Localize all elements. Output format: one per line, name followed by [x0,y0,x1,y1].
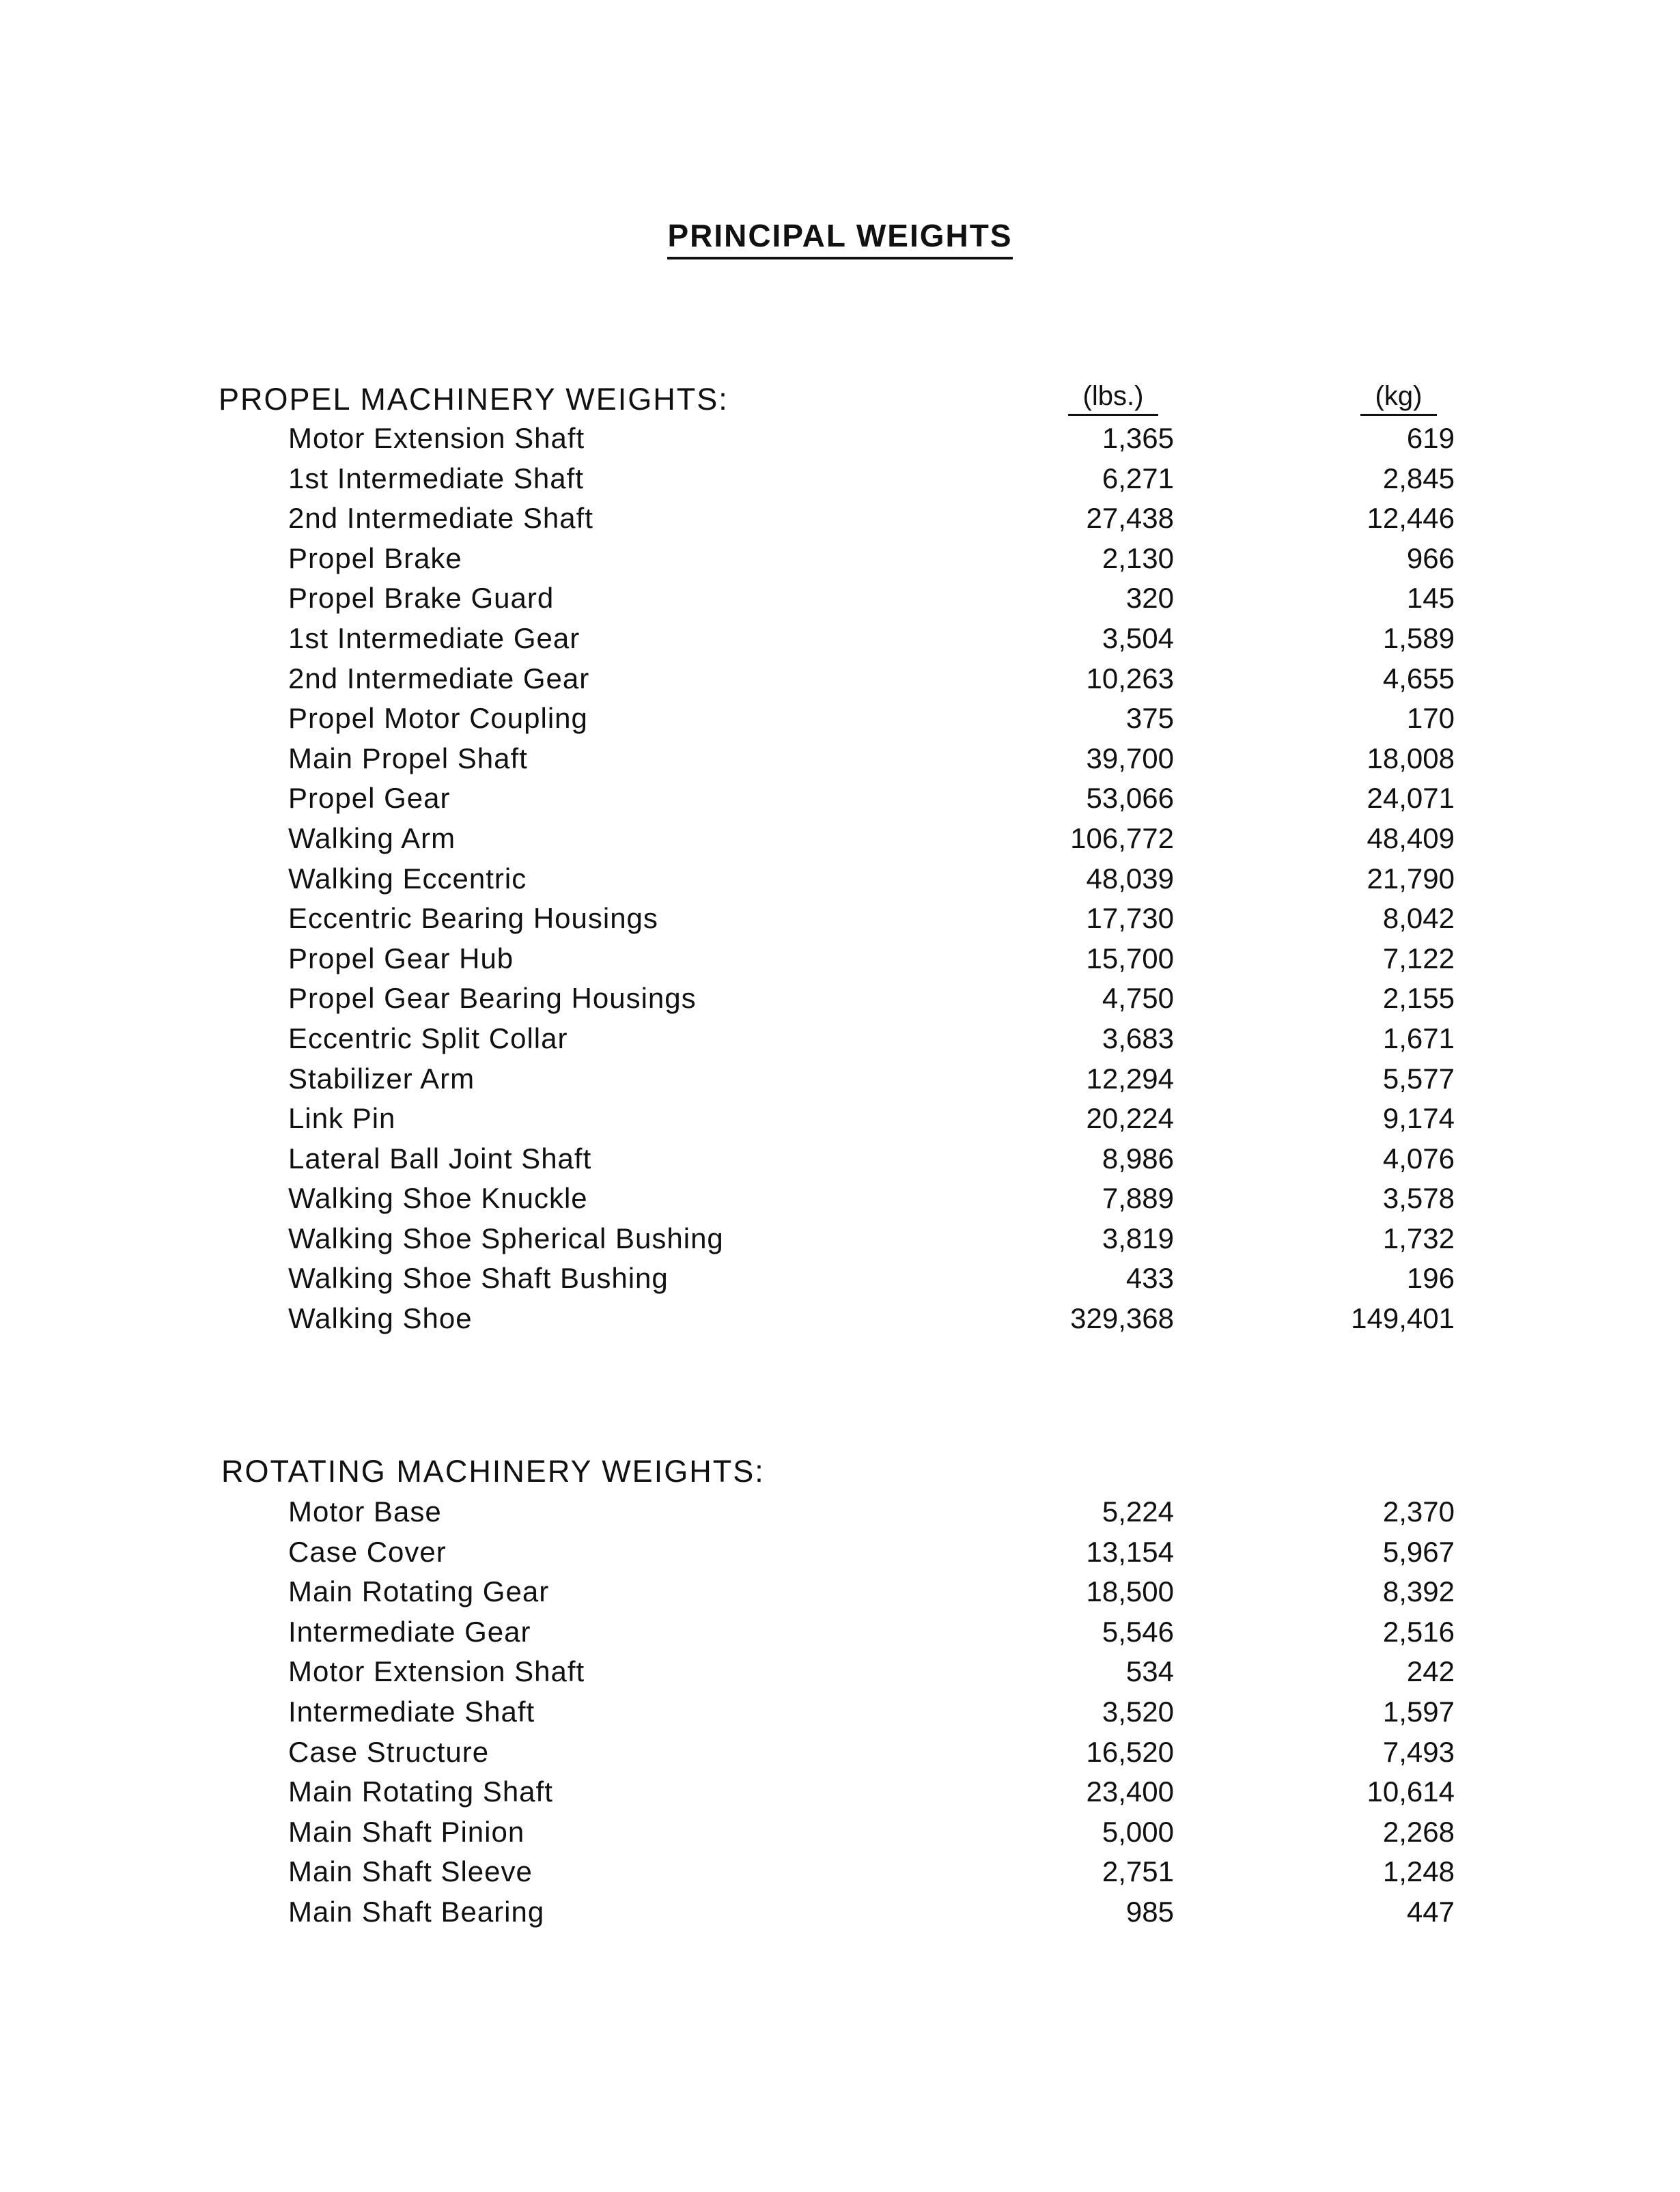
item-weight-kg: 170 [1406,702,1455,735]
item-weight-kg: 4,076 [1382,1142,1455,1175]
list-item [0,619,1680,659]
item-weight-lbs: 18,500 [1086,1575,1174,1608]
item-weight-lbs: 23,400 [1086,1775,1174,1808]
list-item [0,899,1680,939]
list-item [0,1139,1680,1179]
item-weight-lbs: 48,039 [1086,862,1174,895]
item-weight-lbs: 53,066 [1086,782,1174,815]
item-weight-kg: 7,493 [1382,1735,1455,1768]
item-name: Motor Extension Shaft [288,422,585,454]
rotating-items-list [0,1492,1680,1933]
item-weight-kg: 5,577 [1382,1062,1455,1095]
item-name: Propel Motor Coupling [288,702,588,735]
item-weight-lbs: 3,520 [1102,1695,1174,1728]
item-name: Main Shaft Pinion [288,1815,525,1848]
item-weight-lbs: 12,294 [1086,1062,1174,1095]
item-name: Walking Eccentric [288,862,527,895]
item-weight-kg: 24,071 [1367,782,1455,815]
item-weight-lbs: 329,368 [1070,1302,1174,1335]
item-name: Lateral Ball Joint Shaft [288,1142,592,1175]
list-item [0,939,1680,979]
item-weight-kg: 10,614 [1367,1775,1455,1808]
list-item [0,979,1680,1019]
item-name: Walking Shoe Shaft Bushing [288,1262,669,1295]
item-weight-lbs: 320 [1125,582,1174,615]
item-name: 2nd Intermediate Shaft [288,502,593,535]
list-item [0,1219,1680,1259]
list-item [0,1892,1680,1933]
list-item [0,1492,1680,1532]
item-weight-kg: 7,122 [1382,942,1455,974]
page-title-text: PRINCIPAL WEIGHTS [667,218,1012,259]
item-weight-kg: 8,392 [1382,1575,1455,1608]
item-weight-lbs: 106,772 [1070,821,1174,854]
item-weight-lbs: 375 [1125,702,1174,735]
list-item [0,1732,1680,1773]
item-weight-kg: 1,248 [1382,1855,1455,1888]
item-name: Walking Shoe [288,1302,473,1335]
item-weight-kg: 21,790 [1367,862,1455,895]
item-name: Motor Extension Shaft [288,1655,585,1688]
item-weight-lbs: 3,504 [1102,621,1174,654]
item-weight-kg: 8,042 [1382,902,1455,935]
item-name: Walking Arm [288,821,456,854]
item-weight-kg: 447 [1406,1895,1455,1928]
item-weight-kg: 2,516 [1382,1615,1455,1648]
item-weight-kg: 2,845 [1382,462,1455,494]
propel-unit-kg-header [1337,382,1460,416]
item-weight-lbs: 8,986 [1102,1142,1174,1175]
item-weight-kg: 2,268 [1382,1815,1455,1848]
list-item [0,1692,1680,1732]
list-item [0,1099,1680,1139]
list-item [0,1299,1680,1339]
list-item [0,859,1680,899]
item-name: Propel Brake [288,542,462,574]
list-item [0,1572,1680,1612]
list-item [0,1852,1680,1892]
item-name: Propel Gear Hub [288,942,514,974]
item-weight-lbs: 17,730 [1086,902,1174,935]
item-weight-kg: 12,446 [1367,502,1455,535]
item-weight-kg: 18,008 [1367,742,1455,774]
item-name: 1st Intermediate Shaft [288,462,584,494]
item-weight-lbs: 27,438 [1086,502,1174,535]
list-item [0,459,1680,499]
item-weight-lbs: 1,365 [1102,422,1174,454]
item-name: Intermediate Gear [288,1615,531,1648]
item-name: 2nd Intermediate Gear [288,662,590,694]
item-weight-kg: 9,174 [1382,1102,1455,1135]
item-weight-kg: 2,155 [1382,982,1455,1015]
item-name: Stabilizer Arm [288,1062,475,1095]
page-title [0,217,1680,259]
item-weight-kg: 1,732 [1382,1222,1455,1254]
list-item [0,739,1680,779]
rotating-section-heading: ROTATING MACHINERY WEIGHTS: [221,1454,765,1489]
list-item [0,699,1680,739]
item-weight-lbs: 13,154 [1086,1535,1174,1568]
item-weight-kg: 2,370 [1382,1495,1455,1528]
unit-lbs-label: (lbs.) [1068,382,1159,416]
item-name: Link Pin [288,1102,396,1135]
item-name: Propel Brake Guard [288,582,555,615]
item-weight-lbs: 20,224 [1086,1102,1174,1135]
list-item [0,578,1680,619]
item-weight-lbs: 2,130 [1102,542,1174,574]
item-weight-kg: 966 [1406,542,1455,574]
item-name: Main Propel Shaft [288,742,528,774]
item-weight-kg: 48,409 [1367,821,1455,854]
item-weight-lbs: 7,889 [1102,1182,1174,1215]
item-name: Case Structure [288,1735,490,1768]
item-weight-lbs: 16,520 [1086,1735,1174,1768]
item-name: Propel Gear [288,782,451,815]
item-weight-lbs: 433 [1125,1262,1174,1295]
item-weight-lbs: 985 [1125,1895,1174,1928]
item-name: Eccentric Bearing Housings [288,902,658,935]
list-item [0,1812,1680,1853]
list-item [0,1532,1680,1573]
propel-section-heading: PROPEL MACHINERY WEIGHTS: [219,382,729,417]
item-name: Eccentric Split Collar [288,1022,568,1054]
item-name: Propel Gear Bearing Housings [288,982,697,1015]
list-item [0,778,1680,819]
list-item [0,1259,1680,1299]
item-weight-kg: 5,967 [1382,1535,1455,1568]
item-name: 1st Intermediate Gear [288,621,580,654]
item-weight-lbs: 39,700 [1086,742,1174,774]
item-name: Main Shaft Bearing [288,1895,545,1928]
item-weight-lbs: 5,546 [1102,1615,1174,1648]
item-weight-lbs: 5,224 [1102,1495,1174,1528]
item-weight-kg: 619 [1406,422,1455,454]
item-weight-lbs: 534 [1125,1655,1174,1688]
item-weight-lbs: 2,751 [1102,1855,1174,1888]
list-item [0,1059,1680,1099]
unit-kg-label: (kg) [1360,382,1438,416]
item-weight-lbs: 3,683 [1102,1022,1174,1054]
list-item [0,419,1680,459]
item-weight-kg: 3,578 [1382,1182,1455,1215]
item-weight-lbs: 4,750 [1102,982,1174,1015]
list-item [0,1772,1680,1812]
item-name: Main Shaft Sleeve [288,1855,533,1888]
list-item [0,659,1680,699]
list-item [0,539,1680,579]
propel-items-list [0,419,1680,1339]
item-weight-kg: 1,671 [1382,1022,1455,1054]
list-item [0,1179,1680,1219]
item-name: Case Cover [288,1535,447,1568]
item-weight-kg: 242 [1406,1655,1455,1688]
item-weight-kg: 1,597 [1382,1695,1455,1728]
item-weight-lbs: 5,000 [1102,1815,1174,1848]
propel-unit-lbs-header [1052,382,1175,416]
list-item [0,819,1680,859]
list-item [0,1612,1680,1653]
list-item [0,1652,1680,1692]
item-weight-lbs: 15,700 [1086,942,1174,974]
item-name: Main Rotating Gear [288,1575,550,1608]
item-weight-kg: 145 [1406,582,1455,615]
item-name: Motor Base [288,1495,442,1528]
item-weight-kg: 4,655 [1382,662,1455,694]
item-weight-lbs: 6,271 [1102,462,1174,494]
item-weight-lbs: 3,819 [1102,1222,1174,1254]
item-weight-kg: 1,589 [1382,621,1455,654]
item-weight-kg: 149,401 [1351,1302,1455,1335]
item-weight-lbs: 10,263 [1086,662,1174,694]
item-name: Walking Shoe Knuckle [288,1182,588,1215]
item-weight-kg: 196 [1406,1262,1455,1295]
item-name: Walking Shoe Spherical Bushing [288,1222,724,1254]
list-item [0,1019,1680,1059]
item-name: Intermediate Shaft [288,1695,535,1728]
item-name: Main Rotating Shaft [288,1775,553,1808]
list-item [0,498,1680,539]
